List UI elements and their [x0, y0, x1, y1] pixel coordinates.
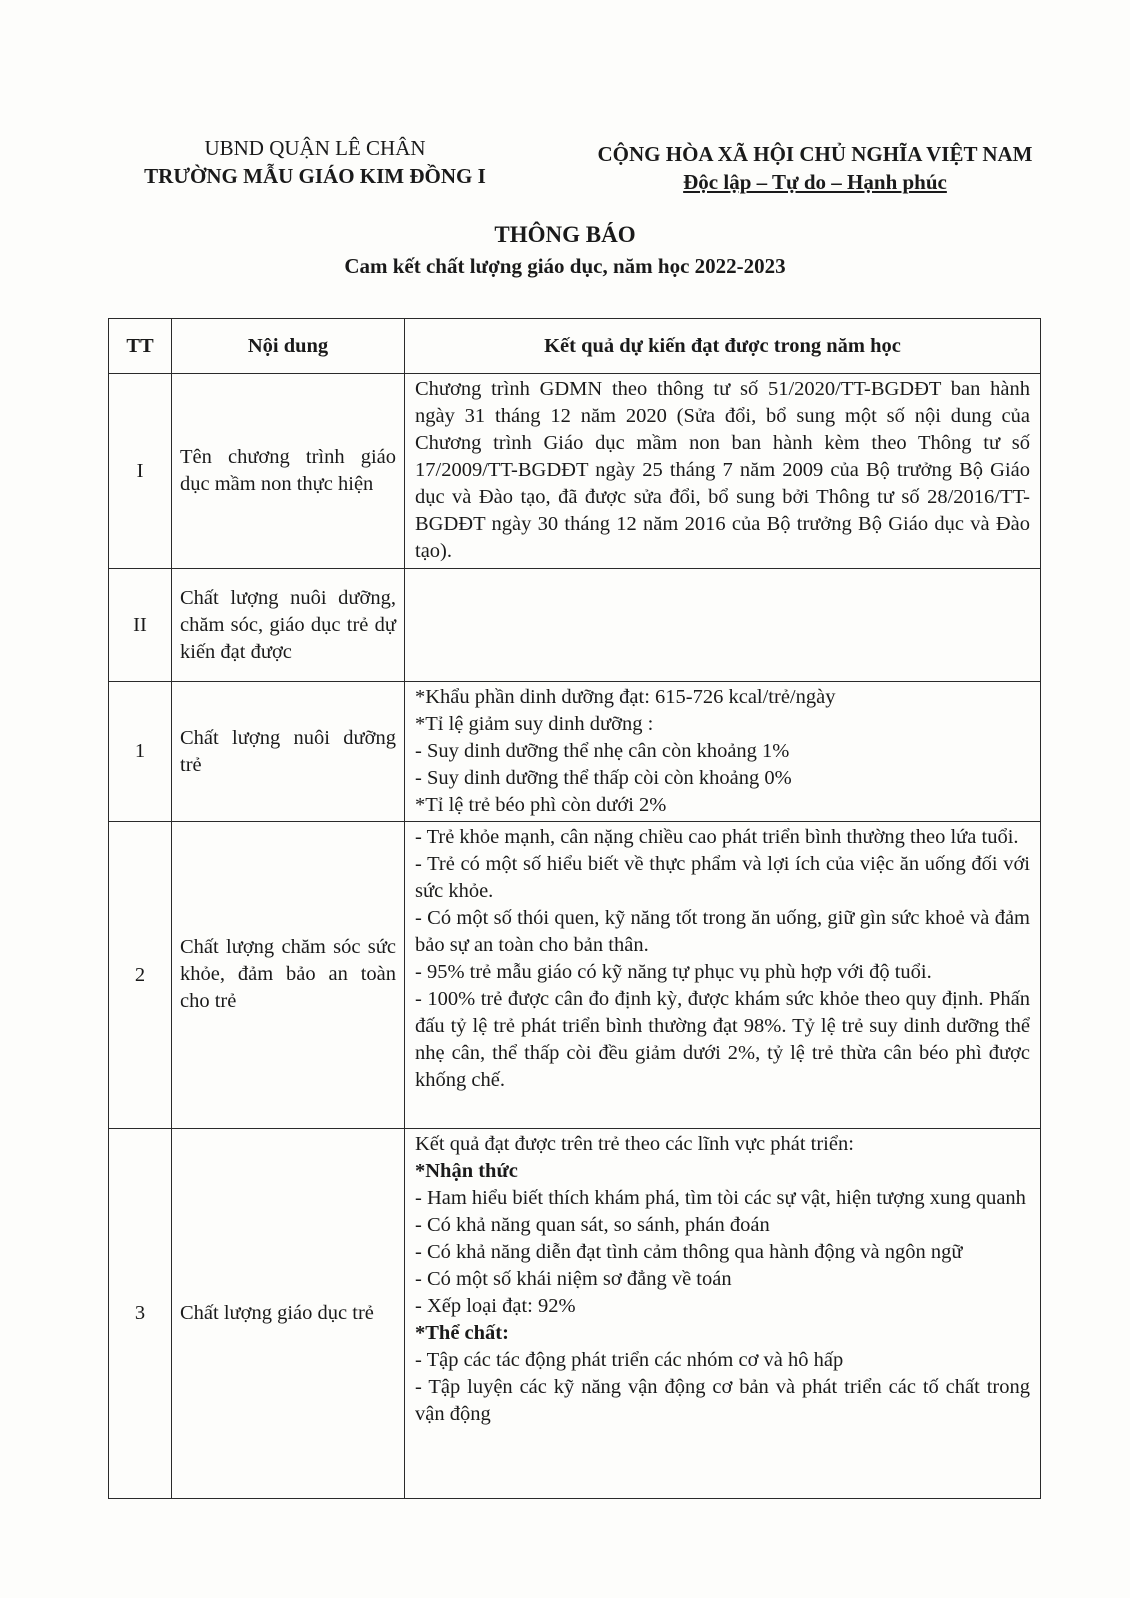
row-result	[405, 569, 1041, 682]
national-name: CỘNG HÒA XÃ HỘI CHỦ NGHĨA VIỆT NAM	[597, 142, 1033, 166]
row-content: Chất lượng chăm sóc sức khỏe, đảm bảo an toàn cho trẻ	[172, 822, 405, 1129]
result-line: Chương trình GDMN theo thông tư số 51/2020/TT-BGDĐT ban hành ngày 31 tháng 12 năm 2020 (Sửa đổi, bổ sung một số nội dung của Chương trình Giáo dục mầm non ban hành kèm theo Thông tư số 17/2009/TT-BGDĐT ngày 25 tháng 7 năm 2009 của Bộ trưởng Bộ Giáo dục và Đào tạo, đã được sửa đổi, bổ sung bởi Thông tư số 28/2016/TT-BGDĐT ngày 30 tháng 12 năm 2016 của Bộ trưởng Bộ Giáo dục và Đào tạo).	[415, 378, 1030, 562]
result-line: - Có khả năng diễn đạt tình cảm thông qua hành động và ngôn ngữ	[415, 1241, 963, 1263]
commitment-table	[108, 318, 1041, 1499]
result-line: - Trẻ có một số hiểu biết về thực phẩm và lợi ích của việc ăn uống đối với sức khỏe.	[415, 853, 1030, 902]
col-header-tt: TT	[109, 319, 172, 374]
table-row	[109, 822, 1041, 1129]
row-result	[405, 822, 1041, 1129]
table-row	[109, 1129, 1041, 1499]
result-line: - Có khả năng quan sát, so sánh, phán đoán	[415, 1214, 770, 1236]
result-line: - Có một số thói quen, kỹ năng tốt trong ăn uống, giữ gìn sức khoẻ và đảm bảo sự an toàn cho bản thân.	[415, 907, 1030, 956]
result-line: Kết quả đạt được trên trẻ theo các lĩnh vực phát triển:	[415, 1133, 854, 1155]
row-content: Chất lượng nuôi dưỡng, chăm sóc, giáo dục trẻ dự kiến đạt được	[172, 569, 405, 682]
table-row	[109, 569, 1041, 682]
doc-title: THÔNG BÁO	[494, 222, 636, 247]
result-line: *Tỉ lệ trẻ béo phì còn dưới 2%	[415, 794, 667, 816]
row-tt: 2	[109, 822, 172, 1129]
issuer-district: UBND QUẬN LÊ CHÂN	[204, 136, 426, 160]
result-line: *Tỉ lệ giảm suy dinh dưỡng :	[415, 713, 654, 735]
result-line: - Suy dinh dưỡng thể nhẹ cân còn khoảng 1%	[415, 740, 790, 762]
col-header-content: Nội dung	[172, 319, 405, 374]
result-line: *Khẩu phần dinh dưỡng đạt: 615-726 kcal/trẻ/ngày	[415, 686, 836, 708]
row-tt: I	[109, 374, 172, 569]
col-header-result: Kết quả dự kiến đạt được trong năm học	[405, 319, 1041, 374]
result-line: - 95% trẻ mẫu giáo có kỹ năng tự phục vụ phù hợp với độ tuổi.	[415, 961, 932, 983]
result-line: - Có một số khái niệm sơ đẳng về toán	[415, 1268, 732, 1290]
row-content: Chất lượng nuôi dưỡng trẻ	[172, 682, 405, 822]
result-line: - Tập các tác động phát triển các nhóm cơ và hô hấp	[415, 1349, 844, 1371]
row-tt: II	[109, 569, 172, 682]
table-header-row	[109, 319, 1041, 374]
result-line: - Xếp loại đạt: 92%	[415, 1295, 576, 1317]
row-result	[405, 682, 1041, 822]
doc-subtitle: Cam kết chất lượng giáo dục, năm học 2022-2023	[344, 254, 786, 278]
issuer-block	[105, 134, 525, 190]
result-line: - Suy dinh dưỡng thể thấp còi còn khoảng 0%	[415, 767, 792, 789]
result-line: - Trẻ khỏe mạnh, cân nặng chiều cao phát triển bình thường theo lứa tuổi.	[415, 826, 1019, 848]
row-result	[405, 1129, 1041, 1499]
table-row	[109, 682, 1041, 822]
table-row	[109, 374, 1041, 569]
result-line: - Tập luyện các kỹ năng vận động cơ bản và phát triển các tố chất trong vận động	[415, 1376, 1030, 1425]
issuer-school: TRƯỜNG MẪU GIÁO KIM ĐỒNG I	[144, 164, 486, 188]
national-header	[555, 140, 1075, 196]
result-section-heading: *Nhận thức	[415, 1160, 518, 1182]
row-tt: 1	[109, 682, 172, 822]
row-content: Tên chương trình giáo dục mầm non thực hiện	[172, 374, 405, 569]
result-section-heading: *Thể chất:	[415, 1322, 509, 1344]
national-motto: Độc lập – Tự do – Hạnh phúc	[683, 170, 947, 194]
row-result	[405, 374, 1041, 569]
row-tt: 3	[109, 1129, 172, 1499]
result-line: - Ham hiểu biết thích khám phá, tìm tòi các sự vật, hiện tượng xung quanh	[415, 1187, 1026, 1209]
result-line: - 100% trẻ được cân đo định kỳ, được khám sức khỏe theo quy định. Phấn đấu tỷ lệ trẻ phát triển bình thường đạt 98%. Tỷ lệ trẻ suy dinh dưỡng thể nhẹ cân, thể thấp còi đều giảm dưới 2%, tỷ lệ trẻ thừa cân béo phì được khống chế.	[415, 988, 1030, 1091]
row-content: Chất lượng giáo dục trẻ	[172, 1129, 405, 1499]
